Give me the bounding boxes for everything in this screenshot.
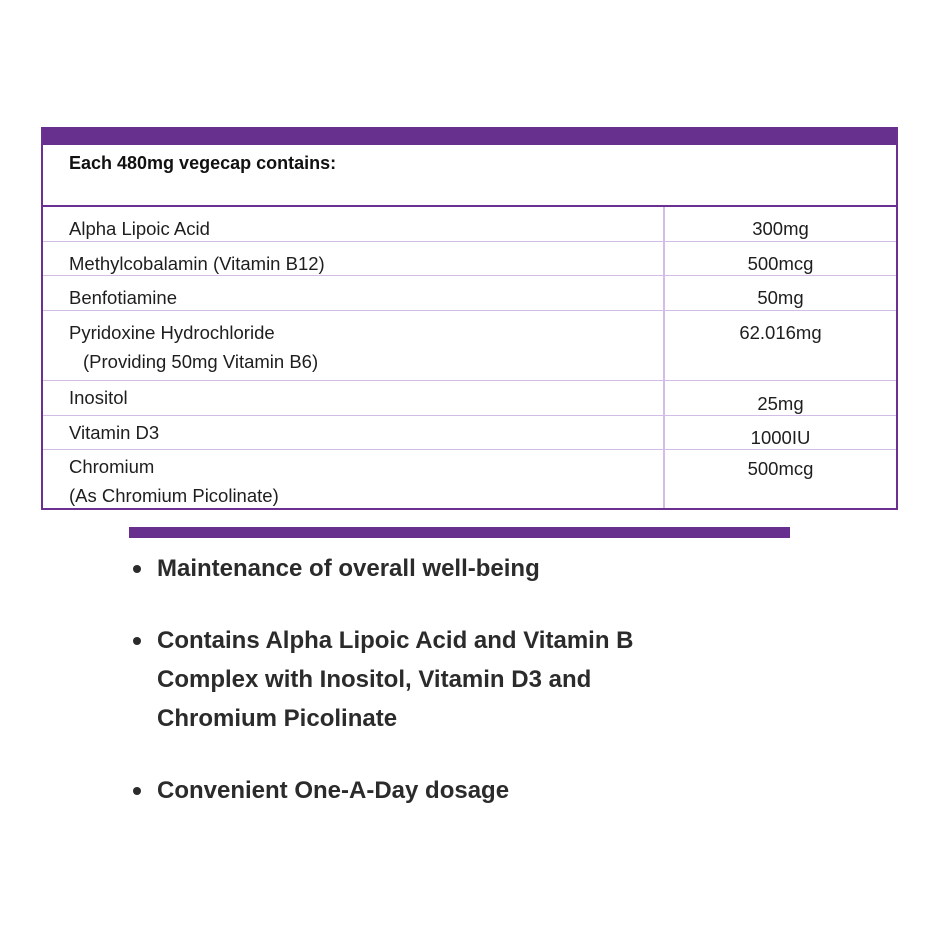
- bullet-icon: [133, 637, 141, 645]
- table-row: [43, 381, 896, 416]
- ingredient-name: Vitamin D3: [69, 422, 160, 443]
- ingredient-amount: 62.016mg: [739, 322, 822, 343]
- bullet-icon: [133, 565, 141, 573]
- ingredient-name: Alpha Lipoic Acid: [69, 218, 210, 239]
- bullet-icon: [133, 787, 141, 795]
- ingredient-name: Methylcobalamin (Vitamin B12): [69, 253, 325, 274]
- ingredient-amount: 500mcg: [747, 458, 814, 479]
- table-row: [43, 207, 896, 242]
- feature-item: [130, 621, 633, 738]
- ingredients-table: [41, 127, 898, 510]
- ingredient-amount: 300mg: [752, 218, 809, 239]
- table-row: [43, 416, 896, 450]
- ingredient-name: Benfotiamine: [69, 287, 177, 308]
- feature-text: Maintenance of overall well-being: [157, 555, 540, 582]
- ingredient-name: Inositol: [69, 387, 128, 408]
- feature-text: Chromium Picolinate: [157, 705, 398, 732]
- ingredient-name: Chromium: [69, 456, 155, 477]
- ingredient-name: Pyridoxine Hydrochloride: [69, 322, 275, 343]
- table-header: [43, 145, 896, 207]
- table-row: [43, 276, 896, 311]
- table-header-text: Each 480mg vegecap contains:: [69, 153, 337, 173]
- ingredient-amount: 1000IU: [750, 427, 811, 448]
- feature-item: [130, 771, 633, 810]
- feature-text: Convenient One-A-Day dosage: [157, 777, 510, 804]
- table-row: [43, 450, 896, 508]
- ingredient-amount: 50mg: [757, 287, 804, 308]
- feature-text: Complex with Inositol, Vitamin D3 and: [157, 666, 592, 693]
- ingredient-amount: 25mg: [757, 393, 804, 414]
- feature-text: Contains Alpha Lipoic Acid and Vitamin B: [157, 627, 634, 654]
- table-row: [43, 311, 896, 381]
- ingredient-note: (Providing 50mg Vitamin B6): [83, 351, 319, 372]
- ingredient-amount: 500mcg: [747, 253, 814, 274]
- table-row: [43, 242, 896, 276]
- feature-item: [130, 549, 633, 588]
- ingredient-note: (As Chromium Picolinate): [69, 485, 279, 506]
- separator-bar: [129, 527, 790, 538]
- feature-list: [130, 549, 633, 843]
- table-top-bar: [43, 127, 896, 145]
